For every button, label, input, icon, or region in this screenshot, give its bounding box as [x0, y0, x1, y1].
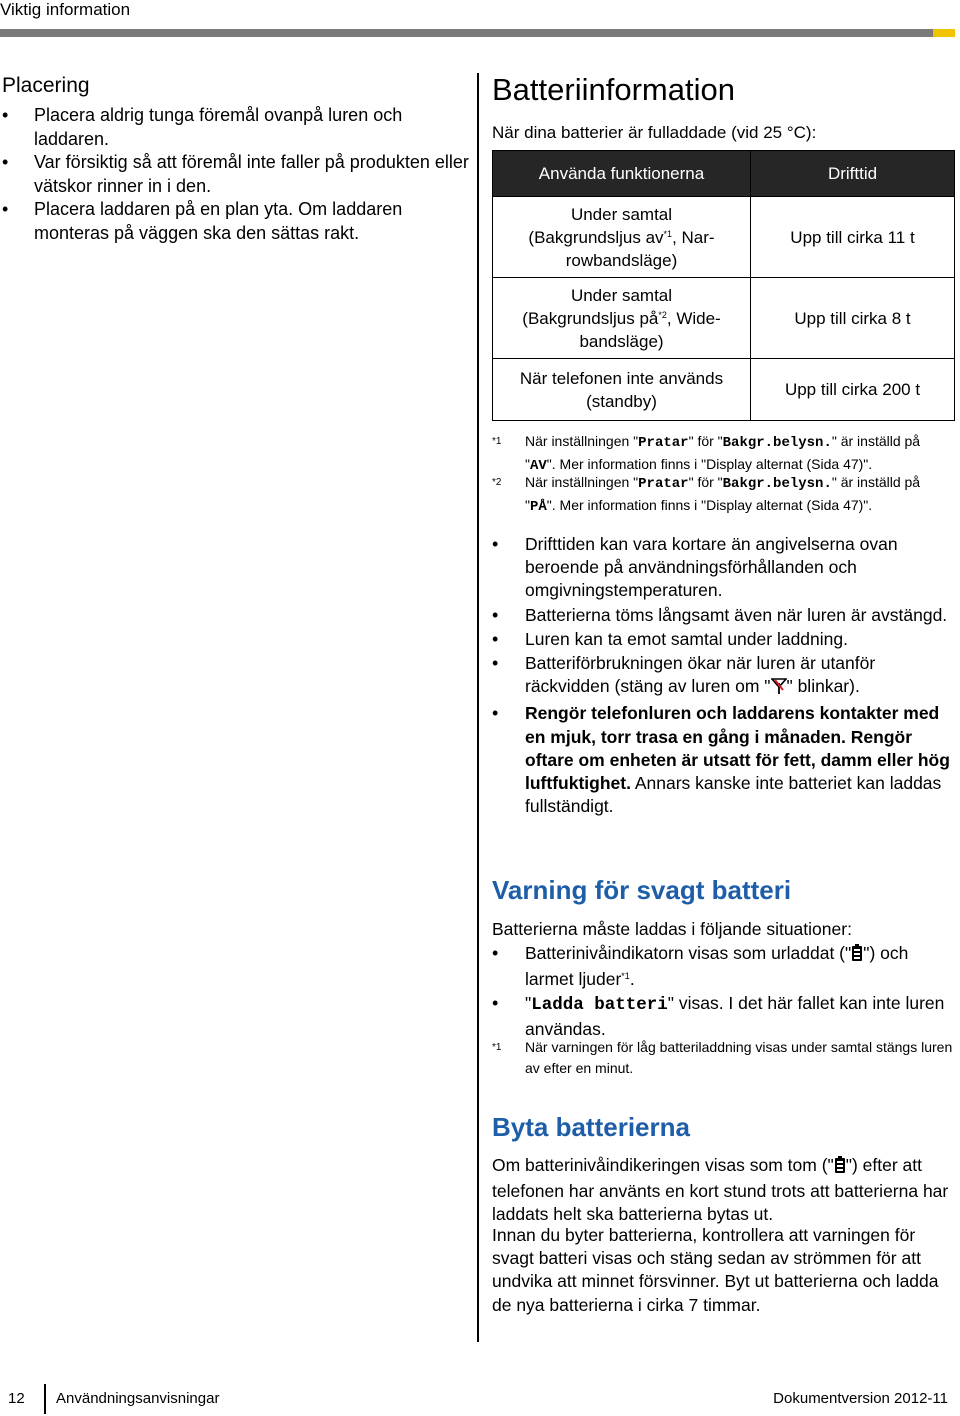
table-row	[493, 359, 955, 421]
footnote-1: *1 När inställningen "Pratar" för "Bakgr.belysn." är inställd på "AV". Mer information finns i "Display alternat (Sida 47)".	[492, 433, 921, 474]
battery-empty-icon	[851, 944, 863, 968]
page-number: 12	[8, 1390, 25, 1407]
footer-doc-title: Användningsanvisningar	[56, 1390, 220, 1407]
table-cell-time: Upp till cirka 200 t	[751, 359, 955, 421]
table-cell-time: Upp till cirka 11 t	[751, 197, 955, 278]
replace-paragraph-1: Om batterinivåindikeringen visas som tom (" ") efter att telefonen har använts en kort stund trots att batterierna har laddats helt ska batterierna bytas ut.	[492, 1155, 949, 1225]
footer-divider	[44, 1384, 46, 1414]
table-header-time: Drifttid	[751, 151, 955, 197]
table-cell-function: Under samtal (Bakgrundsljus $på^{*2}$, Wide- bandsläge)	[493, 278, 751, 359]
battery-info-intro: När dina batterier är fulladdade (vid 25 °C):	[492, 123, 817, 142]
low-battery-heading: Varning för svagt batteri	[492, 875, 792, 905]
table-cell-function: Under samtal (Bakgrundsljus $av^{*1}$, Nar- rowbandsläge)	[493, 197, 751, 278]
antenna-icon	[771, 678, 787, 701]
battery-notes-list	[492, 533, 955, 819]
low-battery-list	[492, 942, 955, 1042]
battery-empty-icon	[834, 1156, 846, 1180]
footer-version: Dokumentversion 2012-11	[773, 1390, 948, 1407]
table-cell-time: Upp till cirka 8 t	[751, 278, 955, 359]
list-item: • "Ladda batteri" visas. I det här fallet kan inte luren användas.	[492, 993, 945, 1039]
low-battery-intro: Batterierna måste laddas i följande situationer:	[492, 919, 852, 939]
header-rule	[0, 29, 955, 37]
battery-table	[492, 150, 955, 421]
footnote-2: *2 När inställningen "Pratar" för "Bakgr.belysn." är inställd på "PÅ". Mer information finns i "Display alternat (Sida 47)".	[492, 474, 921, 515]
list-item: • Var försiktig så att föremål inte faller på produkten eller vätskor rinner in i den.	[2, 152, 469, 196]
bullet-icon: •	[492, 604, 499, 625]
battery-info-title: Batteriinformation	[492, 72, 735, 107]
placering-heading: Placering	[2, 74, 90, 97]
list-item: • Batterinivåindikatorn visas som urladdat (" ") och larmet ljuder$^{*1}$.	[492, 943, 909, 990]
low-battery-footnote: *1 När varningen för låg batteriladdning visas under samtal stängs luren av efter en minut.	[492, 1039, 953, 1076]
list-item: • Luren kan ta emot samtal under laddning.	[492, 628, 955, 651]
list-item: • Drifttiden kan vara kortare än angivelserna ovan beroende på användningsförhållanden och omgivningstemperaturen.	[492, 534, 898, 601]
bullet-icon: •	[492, 628, 499, 649]
bullet-icon: •	[2, 152, 9, 172]
list-item: • Batterierna töms långsamt även när luren är avstängd.	[492, 604, 955, 627]
list-item: • Rengör telefonluren och laddarens kontakter med en mjuk, torr trasa en gång i månaden. Rengör oftare om enheten är utsatt för fett, damm eller hög luftfuktighet. Annars kanske inte batteriet kan laddas fullständigt.	[492, 703, 950, 817]
page-header-title: Viktig information	[0, 0, 131, 19]
bullet-icon: •	[492, 534, 499, 554]
column-divider	[477, 73, 479, 1342]
bullet-icon: •	[2, 199, 9, 219]
bullet-icon: •	[492, 943, 499, 963]
table-cell-function: När telefonen inte används (standby)	[493, 359, 751, 421]
list-item: • Batteriförbrukningen ökar när luren är utanför räckvidden (stäng av luren om " " blinkar).	[492, 652, 955, 701]
list-item: • Placera aldrig tunga föremål ovanpå luren och laddaren.	[2, 105, 403, 149]
table-row	[493, 197, 955, 278]
bullet-icon: •	[492, 703, 499, 724]
header-tab-marker	[933, 29, 955, 37]
replace-paragraph-2: Innan du byter batterierna, kontrollera att varningen för svagt batteri visas och stäng sedan av strömmen för att undvika att minnet försvinner. Byt ut batterierna och ladda de nya batterierna i cirka 7 timmar.	[492, 1225, 939, 1315]
bullet-icon: •	[492, 653, 499, 674]
replace-heading: Byta batterierna	[492, 1112, 690, 1142]
list-item: • Placera laddaren på en plan yta. Om laddaren monteras på väggen ska den sättas rakt.	[2, 199, 403, 243]
bullet-icon: •	[2, 105, 9, 125]
bullet-icon: •	[492, 993, 499, 1014]
table-header-function: Använda funktionerna	[493, 151, 751, 197]
placering-list	[0, 104, 470, 245]
table-row	[493, 278, 955, 359]
